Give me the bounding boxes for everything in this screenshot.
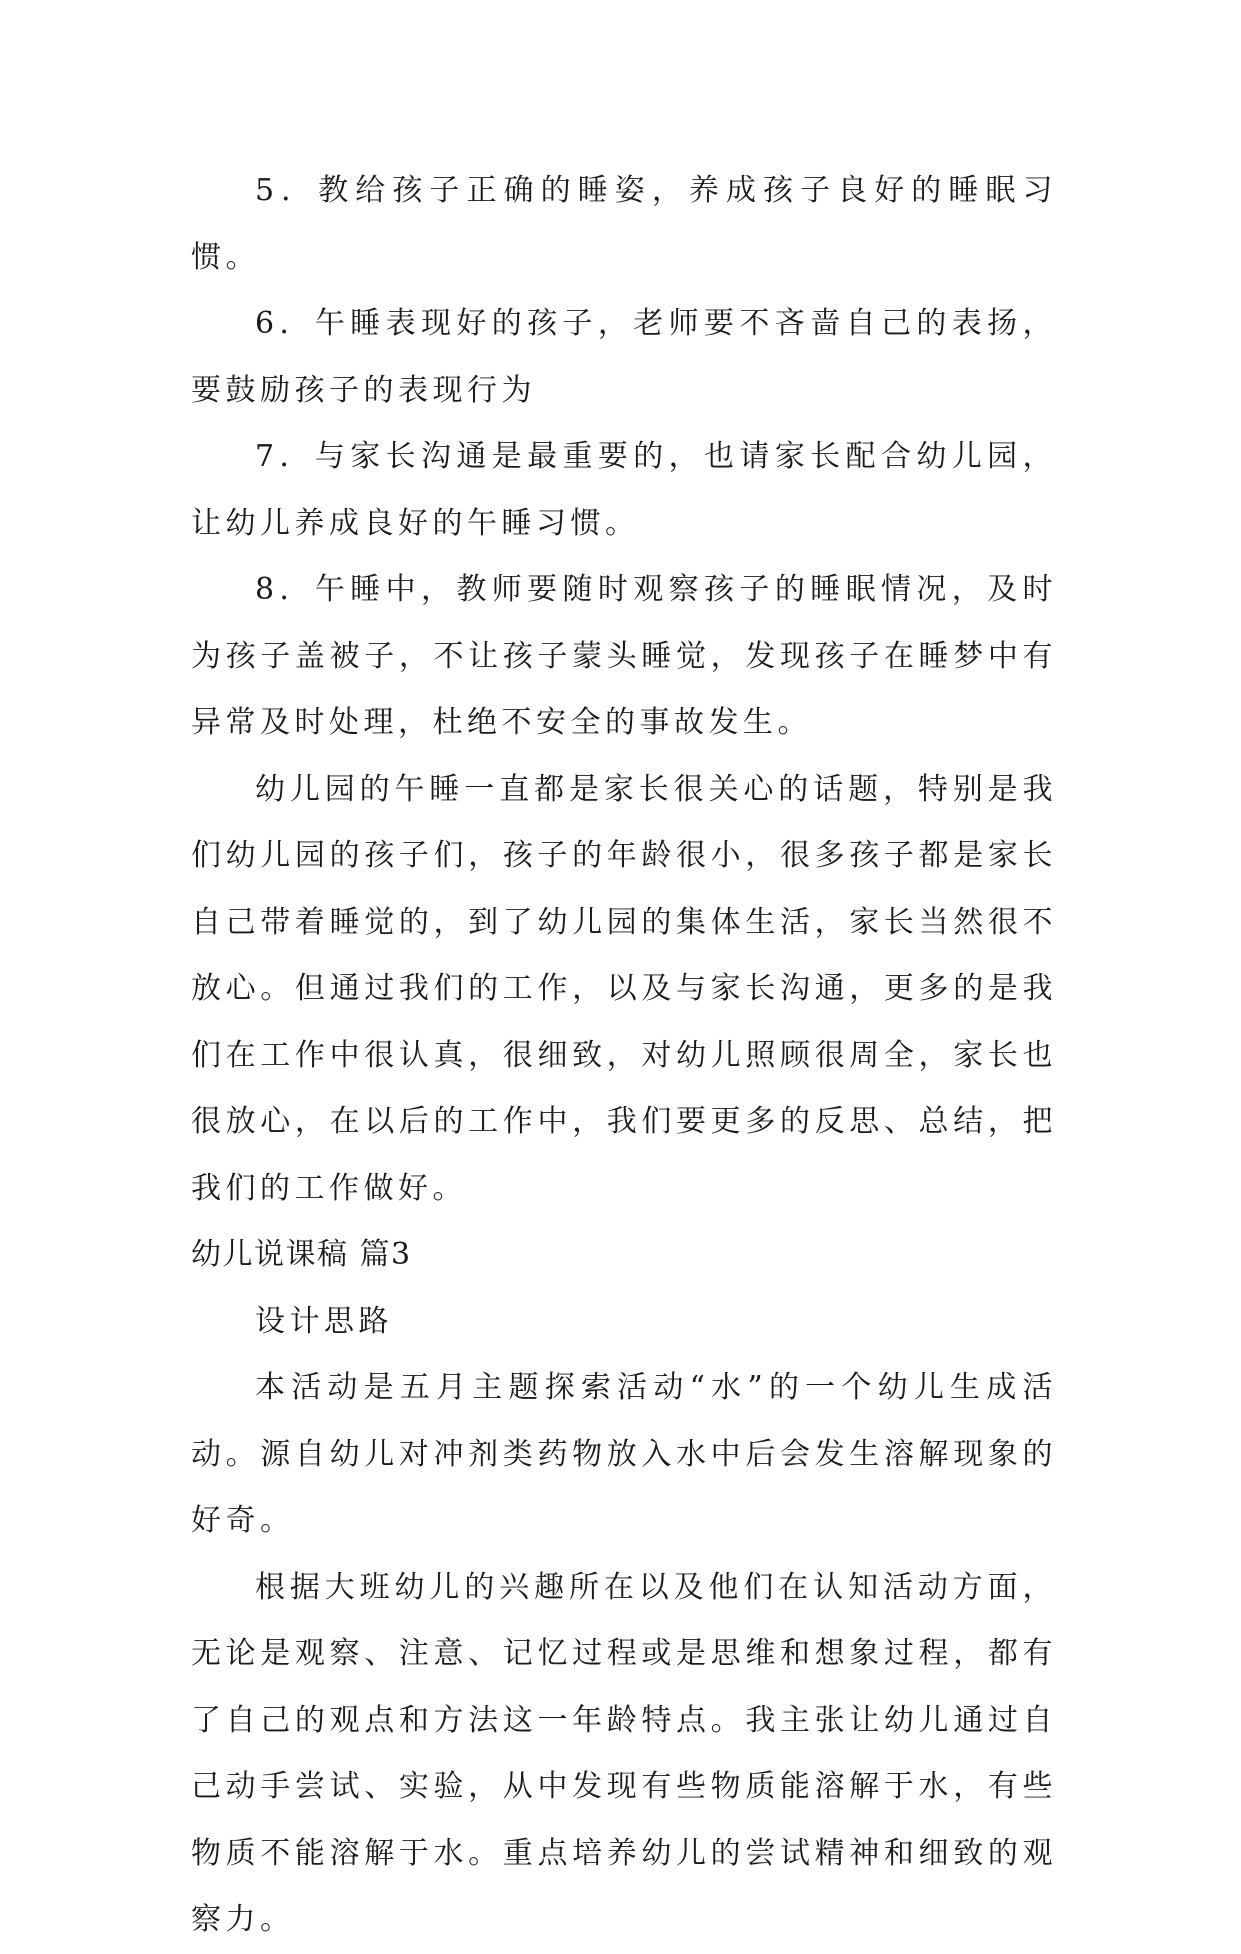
paragraph-item-8: 8．午睡中，教师要随时观察孩子的睡眠情况，及时为孩子盖被子，不让孩子蒙头睡觉，发现孩子在睡梦中有异常及时处理，杜绝不安全的事故发生。 xyxy=(191,572,1057,740)
section-heading: 幼儿说课稿 篇3 xyxy=(191,1237,412,1272)
section-subheading: 设计思路 xyxy=(255,1303,393,1339)
paragraph-summary: 幼儿园的午睡一直都是家长很关心的话题，特别是我们幼儿园的孩子们，孩子的年龄很小，很多孩子都是家长自己带着睡觉的，到了幼儿园的集体生活，家长当然很不放心。但通过我们的工作，以及与家长沟通，更多的是我们在工作中很认真，很细致，对幼儿照顾很周全，家长也很放心，在以后的工作中，我们要更多的反思、总结，把我们的工作做好。 xyxy=(191,771,1057,1206)
document-body xyxy=(191,158,1057,1954)
paragraph-item-6: 6．午睡表现好的孩子，老师要不吝啬自己的表扬，要鼓励孩子的表现行为 xyxy=(191,306,1057,408)
paragraph-design-intro: 本活动是五月主题探索活动“水”的一个幼儿生成活动。源自幼儿对冲剂类药物放入水中后会发生溶解现象的好奇。 xyxy=(191,1370,1057,1538)
paragraph-design-detail: 根据大班幼儿的兴趣所在以及他们在认知活动方面，无论是观察、注意、记忆过程或是思维和想象过程，都有了自己的观点和方法这一年龄特点。我主张让幼儿通过自己动手尝试、实验，从中发现有些物质能溶解于水，有些物质不能溶解于水。重点培养幼儿的尝试精神和细致的观察力。 xyxy=(191,1569,1057,1937)
paragraph-item-7: 7．与家长沟通是最重要的，也请家长配合幼儿园，让幼儿养成良好的午睡习惯。 xyxy=(191,439,1057,541)
paragraph-item-5: 5．教给孩子正确的睡姿，养成孩子良好的睡眠习惯。 xyxy=(191,173,1057,275)
